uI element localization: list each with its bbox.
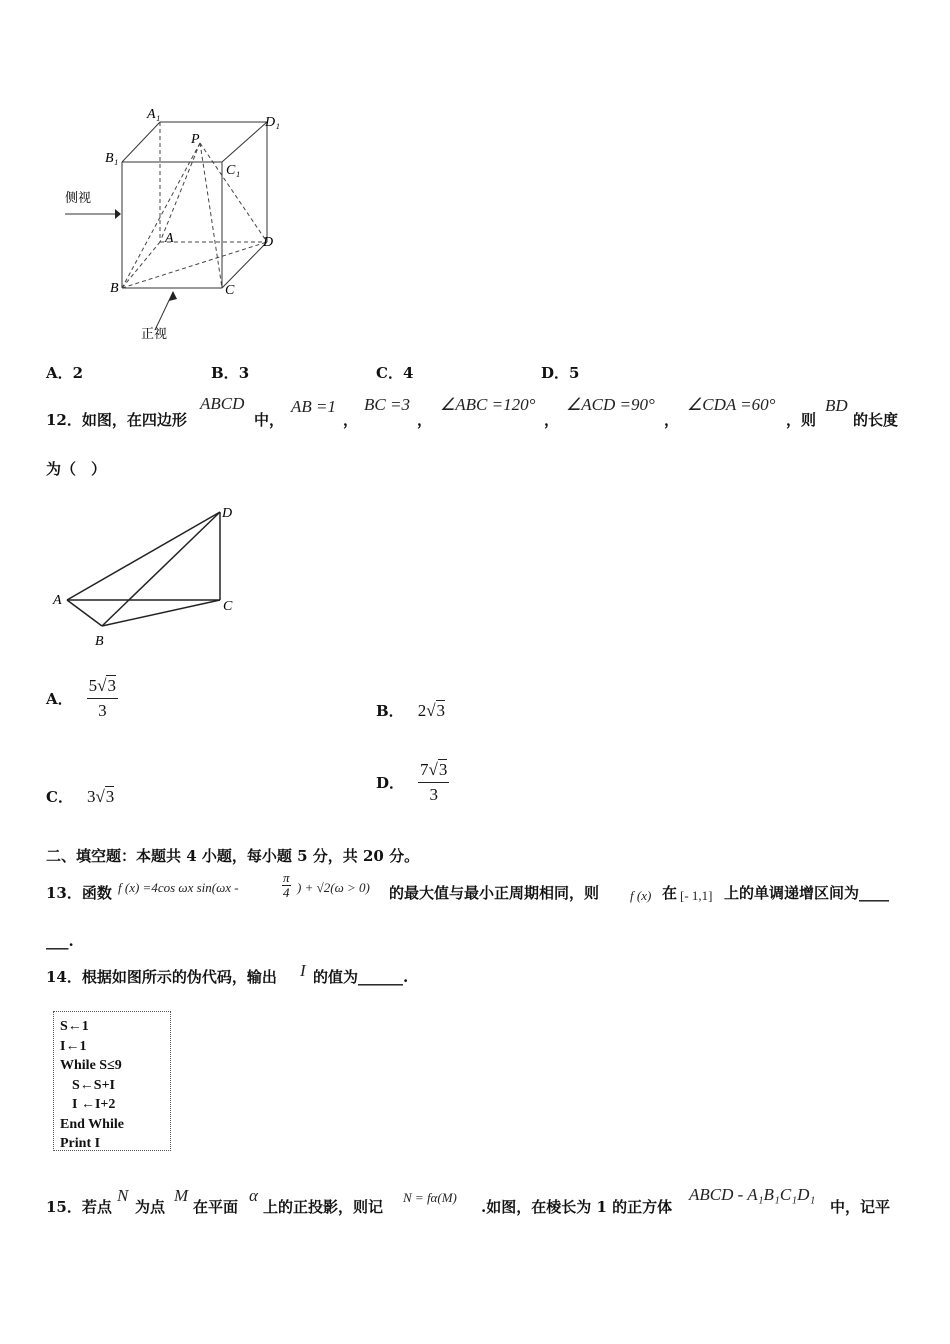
q12-angle-acd: ∠ACD =90° bbox=[566, 395, 655, 414]
side-view-label: 侧视 bbox=[65, 191, 92, 206]
q15-b: 为点 bbox=[135, 1198, 166, 1216]
label-B: B bbox=[95, 634, 104, 649]
q15-cube: ABCD - A₁B₁C₁D₁ bbox=[689, 1185, 816, 1204]
label-P: P bbox=[191, 132, 200, 147]
label-A: A bbox=[165, 231, 174, 246]
code-line: I←1 bbox=[60, 1038, 87, 1054]
q12-bc: BC =3 bbox=[364, 395, 410, 414]
label-A: A bbox=[53, 593, 62, 608]
q12-ze: ，则 bbox=[786, 411, 817, 429]
q12-text-start: 12．如图，在四边形 bbox=[46, 411, 187, 429]
cube-figure bbox=[55, 100, 295, 350]
code-line: While S≤9 bbox=[60, 1058, 122, 1073]
quadrilateral-figure bbox=[45, 500, 255, 650]
q15-d: 上的正投影，则记 bbox=[263, 1198, 384, 1216]
q13-pi-fraction: π 4 bbox=[283, 870, 290, 900]
q13-interval: [- 1,1] bbox=[680, 888, 713, 903]
q12-bd: BD bbox=[825, 396, 848, 415]
q14-var: I bbox=[300, 961, 306, 980]
label-B: B bbox=[110, 281, 119, 296]
q15-M: M bbox=[174, 1186, 189, 1205]
q15-formula: N = fα(M) bbox=[403, 1190, 457, 1205]
q13-func-a: f (x) =4cos ωx sin(ωx - bbox=[118, 880, 239, 895]
q12-comma-1: ， bbox=[343, 411, 359, 429]
label-C: C bbox=[225, 283, 235, 298]
code-line: End While bbox=[60, 1116, 124, 1132]
code-line: S←S+I bbox=[72, 1077, 115, 1093]
q12-ab: AB =1 bbox=[291, 397, 336, 416]
q13-line2: ___. bbox=[46, 932, 74, 950]
q11-option-a[interactable]: A．2 bbox=[46, 364, 84, 382]
q12-quad: ABCD bbox=[200, 394, 245, 413]
q12-comma-3: ， bbox=[544, 411, 560, 429]
q15-alpha: α bbox=[249, 1186, 258, 1205]
label-D1: D₁ bbox=[265, 115, 280, 130]
q12-comma-2: ， bbox=[417, 411, 433, 429]
pseudocode-box bbox=[53, 1011, 171, 1151]
q13-mid: 的最大值与最小正周期相同，则 bbox=[389, 884, 600, 902]
q13-fx: f (x) bbox=[630, 888, 652, 903]
q13-num: 13．函数 bbox=[46, 884, 112, 902]
q15-N: N bbox=[117, 1186, 129, 1205]
q15-f: 中，记平 bbox=[830, 1198, 891, 1216]
code-line: Print I bbox=[60, 1136, 101, 1151]
q12-comma-4: ， bbox=[664, 411, 680, 429]
q12-option-b[interactable]: B． 2√3 bbox=[376, 700, 446, 720]
code-line: S←1 bbox=[60, 1019, 89, 1034]
label-B1: B₁ bbox=[105, 151, 119, 166]
label-A1: A₁ bbox=[147, 107, 161, 122]
front-view-label: 正视 bbox=[141, 327, 168, 342]
q15-c: 在平面 bbox=[193, 1198, 239, 1216]
q12-zhong: 中， bbox=[254, 411, 285, 429]
q14-text-b: 的值为______. bbox=[313, 968, 409, 986]
q11-option-b[interactable]: B．3 bbox=[211, 364, 250, 382]
q14-text-a: 14．根据如图所示的伪代码，输出 bbox=[46, 968, 277, 986]
q12-option-d[interactable]: D． $\frac{7√3}{3}$ bbox=[376, 760, 448, 804]
q13-func-b: ) + √2(ω > 0) bbox=[297, 880, 370, 895]
q11-option-c[interactable]: C．4 bbox=[376, 364, 414, 382]
q12-line2: 为（ ） bbox=[46, 460, 107, 478]
q13-zai: 在 bbox=[662, 884, 678, 902]
q12-angle-abc: ∠ABC =120° bbox=[440, 395, 536, 414]
q15-e: .如图，在棱长为 1 的正方体 bbox=[481, 1198, 673, 1216]
q11-option-d[interactable]: D．5 bbox=[541, 364, 580, 382]
section-heading: 二、填空题：本题共 4 小题，每小题 5 分，共 20 分。 bbox=[46, 847, 420, 865]
label-D: D bbox=[263, 235, 274, 250]
q12-angle-cda: ∠CDA =60° bbox=[687, 395, 776, 414]
label-D: D bbox=[222, 506, 233, 521]
label-C1: C₁ bbox=[226, 163, 241, 178]
q15-a: 15．若点 bbox=[46, 1198, 112, 1216]
q13-tail: 上的单调递增区间为____ bbox=[724, 884, 890, 902]
label-C: C bbox=[223, 599, 233, 614]
code-line: I ←I+2 bbox=[72, 1097, 116, 1112]
q12-tail: 的长度 bbox=[853, 411, 899, 429]
q12-option-a[interactable]: A． $\frac{5√3}{3}$ bbox=[46, 676, 116, 720]
q12-option-c[interactable]: C． 3√3 bbox=[46, 786, 115, 806]
